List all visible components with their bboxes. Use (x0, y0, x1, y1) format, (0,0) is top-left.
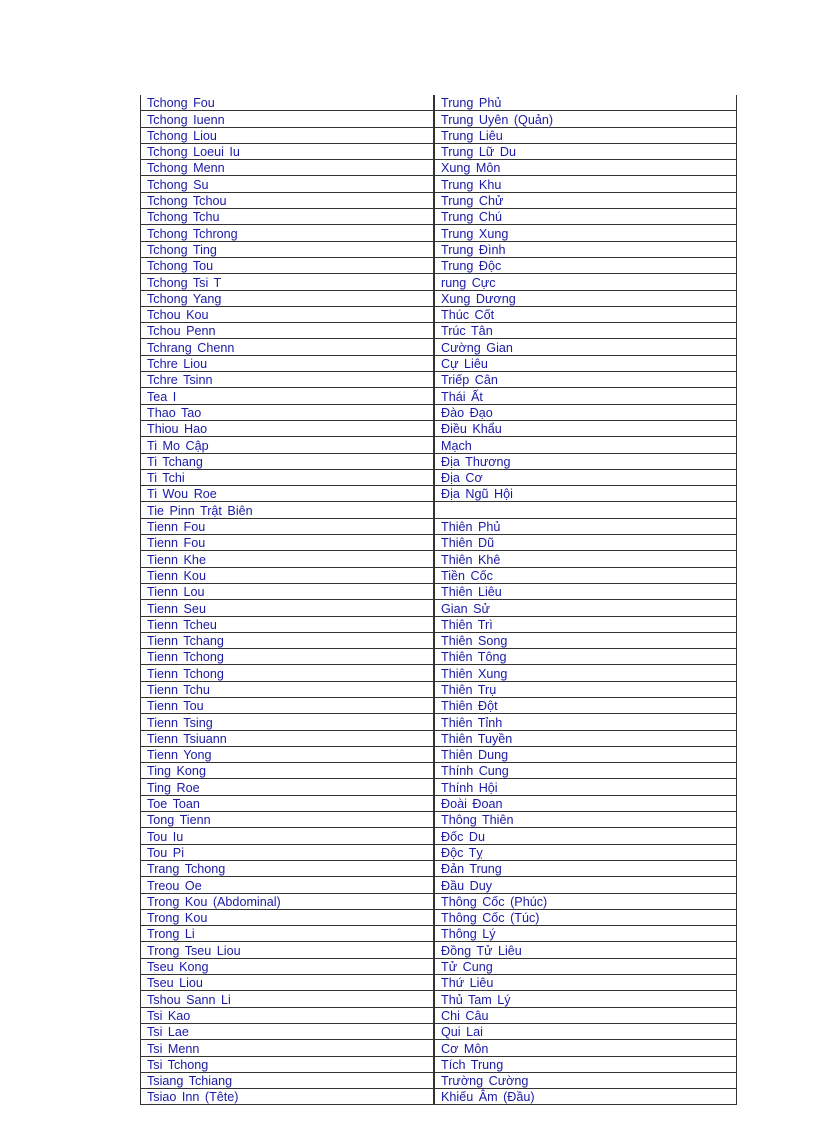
table-row (141, 453, 737, 469)
table-row (141, 257, 737, 273)
french-name-cell: Tienn Tsing (141, 714, 435, 730)
french-name-cell: Tchong Loeui Iu (141, 143, 435, 159)
french-name-cell: Tchong Menn (141, 160, 435, 176)
vietnamese-name-cell: Khiếu Âm (Đầu) (434, 1089, 737, 1105)
french-name-cell: Tienn Lou (141, 583, 435, 599)
table-row (141, 958, 737, 974)
table-row (141, 339, 737, 355)
vietnamese-name-cell: Địa Cơ (434, 469, 737, 485)
vietnamese-name-cell: Đản Trung (434, 860, 737, 876)
vietnamese-name-cell: Cự Liêu (434, 355, 737, 371)
french-name-cell: Tsi Lae (141, 1023, 435, 1039)
vietnamese-name-cell: Trung Độc (434, 257, 737, 273)
vietnamese-name-cell: Thông Cốc (Túc) (434, 909, 737, 925)
french-name-cell: Tchong Tchu (141, 209, 435, 225)
table-row (141, 111, 737, 127)
table-row (141, 372, 737, 388)
french-name-cell: Tchong Liou (141, 127, 435, 143)
vietnamese-name-cell: Gian Sử (434, 600, 737, 616)
table-row (141, 502, 737, 518)
french-name-cell: Thiou Hao (141, 420, 435, 436)
french-name-cell: Tsi Tchong (141, 1056, 435, 1072)
table-row (141, 812, 737, 828)
table-body (141, 95, 737, 1105)
vietnamese-name-cell: rung Cực (434, 274, 737, 290)
french-name-cell: Tou Pi (141, 844, 435, 860)
vietnamese-name-cell: Xung Môn (434, 160, 737, 176)
vietnamese-name-cell: Trung Phủ (434, 95, 737, 111)
table-row (141, 388, 737, 404)
vietnamese-name-cell: Đoài Đoan (434, 795, 737, 811)
vietnamese-name-cell: Trung Lữ Du (434, 143, 737, 159)
table-row (141, 926, 737, 942)
french-name-cell: Ting Roe (141, 779, 435, 795)
vietnamese-name-cell: Đào Đạo (434, 404, 737, 420)
french-name-cell: Trong Li (141, 926, 435, 942)
vietnamese-name-cell: Triếp Cân (434, 372, 737, 388)
table-row (141, 730, 737, 746)
table-row (141, 860, 737, 876)
french-name-cell: Tienn Tou (141, 697, 435, 713)
table-row (141, 486, 737, 502)
vietnamese-name-cell: Qui Lai (434, 1023, 737, 1039)
table-row (141, 127, 737, 143)
vietnamese-name-cell: Trung Khu (434, 176, 737, 192)
french-name-cell: Tchong Tsi T (141, 274, 435, 290)
vietnamese-name-cell: Thính Cung (434, 763, 737, 779)
table-row (141, 616, 737, 632)
vietnamese-name-cell: Trung Uyên (Quản) (434, 111, 737, 127)
table-row (141, 160, 737, 176)
table-row (141, 665, 737, 681)
table-row (141, 583, 737, 599)
table-row (141, 306, 737, 322)
french-name-cell: Tchrang Chenn (141, 339, 435, 355)
vietnamese-name-cell: Trung Đình (434, 241, 737, 257)
vietnamese-name-cell: Thái Ất (434, 388, 737, 404)
french-name-cell: Tienn Khe (141, 551, 435, 567)
table-row (141, 420, 737, 436)
table-row (141, 763, 737, 779)
table-row (141, 355, 737, 371)
french-name-cell: Treou Oe (141, 877, 435, 893)
vietnamese-name-cell: Thiên Tông (434, 649, 737, 665)
french-name-cell: Tienn Tsiuann (141, 730, 435, 746)
french-name-cell: Tchong Fou (141, 95, 435, 111)
french-name-cell: Tienn Tchu (141, 681, 435, 697)
french-name-cell: Tsi Menn (141, 1040, 435, 1056)
vietnamese-name-cell: Thiên Khê (434, 551, 737, 567)
vietnamese-name-cell: Thông Lý (434, 926, 737, 942)
french-name-cell: Tchre Tsinn (141, 372, 435, 388)
french-name-cell: Tou Iu (141, 828, 435, 844)
vietnamese-name-cell: Đồng Tử Liêu (434, 942, 737, 958)
french-name-cell: Tseu Kong (141, 958, 435, 974)
table-row (141, 828, 737, 844)
french-name-cell: Tienn Tchang (141, 632, 435, 648)
table-row (141, 323, 737, 339)
french-name-cell: Tea I (141, 388, 435, 404)
acupoint-name-table (140, 95, 737, 1105)
table-row (141, 225, 737, 241)
french-name-cell: Trang Tchong (141, 860, 435, 876)
vietnamese-name-cell: Xung Dương (434, 290, 737, 306)
french-name-cell: Tienn Tcheu (141, 616, 435, 632)
french-name-cell: Trong Kou (141, 909, 435, 925)
vietnamese-name-cell: Thiên Dũ (434, 535, 737, 551)
table-row (141, 795, 737, 811)
table-row (141, 209, 737, 225)
french-name-cell: Tsi Kao (141, 1007, 435, 1023)
vietnamese-name-cell: Địa Thương (434, 453, 737, 469)
table-row (141, 535, 737, 551)
french-name-cell: Tienn Fou (141, 518, 435, 534)
french-name-cell: Ti Mo Cập (141, 437, 435, 453)
vietnamese-name-cell: Trung Liêu (434, 127, 737, 143)
vietnamese-name-cell: Đầu Duy (434, 877, 737, 893)
french-name-cell: Tchre Liou (141, 355, 435, 371)
vietnamese-name-cell: Trúc Tân (434, 323, 737, 339)
french-name-cell: Tchou Kou (141, 306, 435, 322)
vietnamese-name-cell: Thiên Song (434, 632, 737, 648)
vietnamese-name-cell: Trung Chử (434, 192, 737, 208)
table-row (141, 176, 737, 192)
french-name-cell: Tchong Tou (141, 257, 435, 273)
table-row (141, 437, 737, 453)
french-name-cell: Tie Pinn Trật Biên (141, 502, 435, 518)
french-name-cell: Tienn Seu (141, 600, 435, 616)
french-name-cell: Tseu Liou (141, 975, 435, 991)
vietnamese-name-cell: Trung Chú (434, 209, 737, 225)
french-name-cell: Thao Tao (141, 404, 435, 420)
french-name-cell: Ti Tchang (141, 453, 435, 469)
table-row (141, 95, 737, 111)
vietnamese-name-cell: Thiên Tỉnh (434, 714, 737, 730)
french-name-cell: Tchong Su (141, 176, 435, 192)
vietnamese-name-cell: Thiên Đột (434, 697, 737, 713)
vietnamese-name-cell: Thông Thiên (434, 812, 737, 828)
french-name-cell: Ting Kong (141, 763, 435, 779)
table-row (141, 632, 737, 648)
vietnamese-name-cell: Thủ Tam Lý (434, 991, 737, 1007)
vietnamese-name-cell: Chi Câu (434, 1007, 737, 1023)
vietnamese-name-cell: Thiên Dung (434, 746, 737, 762)
table-row (141, 241, 737, 257)
table-row (141, 1023, 737, 1039)
vietnamese-name-cell: Thính Hội (434, 779, 737, 795)
vietnamese-name-cell: Tử Cung (434, 958, 737, 974)
table-row (141, 469, 737, 485)
table-row (141, 192, 737, 208)
french-name-cell: Tshou Sann Li (141, 991, 435, 1007)
vietnamese-name-cell: Thiên Phủ (434, 518, 737, 534)
vietnamese-name-cell: Tích Trung (434, 1056, 737, 1072)
french-name-cell: Tienn Tchong (141, 649, 435, 665)
table-row (141, 893, 737, 909)
french-name-cell: Tchong Ting (141, 241, 435, 257)
table-row (141, 991, 737, 1007)
french-name-cell: Tchong Tchrong (141, 225, 435, 241)
table-row (141, 1007, 737, 1023)
table-row (141, 1072, 737, 1088)
french-name-cell: Tchong Iuenn (141, 111, 435, 127)
table-row (141, 600, 737, 616)
french-name-cell: Tsiao Inn (Tête) (141, 1089, 435, 1105)
table-row (141, 681, 737, 697)
french-name-cell: Trong Tseu Liou (141, 942, 435, 958)
french-name-cell: Tsiang Tchiang (141, 1072, 435, 1088)
table-row (141, 909, 737, 925)
vietnamese-name-cell: Trung Xung (434, 225, 737, 241)
vietnamese-name-cell: Tiền Cốc (434, 567, 737, 583)
french-name-cell: Tienn Tchong (141, 665, 435, 681)
table-row (141, 844, 737, 860)
table-row (141, 1056, 737, 1072)
vietnamese-name-cell: Thiên Xung (434, 665, 737, 681)
french-name-cell: Tienn Kou (141, 567, 435, 583)
table-row (141, 746, 737, 762)
table-row (141, 649, 737, 665)
vietnamese-name-cell (434, 502, 737, 518)
french-name-cell: Tchong Yang (141, 290, 435, 306)
table-row (141, 975, 737, 991)
table-row (141, 1040, 737, 1056)
table-row (141, 290, 737, 306)
vietnamese-name-cell: Thứ Liêu (434, 975, 737, 991)
french-name-cell: Tchong Tchou (141, 192, 435, 208)
table-row (141, 551, 737, 567)
vietnamese-name-cell: Thiên Liêu (434, 583, 737, 599)
table-row (141, 714, 737, 730)
table-row (141, 404, 737, 420)
vietnamese-name-cell: Thúc Cốt (434, 306, 737, 322)
table-row (141, 779, 737, 795)
table-row (141, 274, 737, 290)
table-row (141, 877, 737, 893)
table-row (141, 697, 737, 713)
vietnamese-name-cell: Độc Tỵ (434, 844, 737, 860)
french-name-cell: Trong Kou (Abdominal) (141, 893, 435, 909)
vietnamese-name-cell: Trường Cường (434, 1072, 737, 1088)
table-row (141, 1089, 737, 1105)
vietnamese-name-cell: Thiên Trụ (434, 681, 737, 697)
vietnamese-name-cell: Cường Gian (434, 339, 737, 355)
table-row (141, 143, 737, 159)
table-row (141, 567, 737, 583)
table-row (141, 518, 737, 534)
vietnamese-name-cell: Cơ Môn (434, 1040, 737, 1056)
french-name-cell: Ti Wou Roe (141, 486, 435, 502)
french-name-cell: Tong Tienn (141, 812, 435, 828)
french-name-cell: Tchou Penn (141, 323, 435, 339)
french-name-cell: Toe Toan (141, 795, 435, 811)
vietnamese-name-cell: Điều Khẩu (434, 420, 737, 436)
vietnamese-name-cell: Đốc Du (434, 828, 737, 844)
table-row (141, 942, 737, 958)
vietnamese-name-cell: Thiên Tuyền (434, 730, 737, 746)
vietnamese-name-cell: Thông Cốc (Phúc) (434, 893, 737, 909)
vietnamese-name-cell: Địa Ngũ Hội (434, 486, 737, 502)
vietnamese-name-cell: Mạch (434, 437, 737, 453)
french-name-cell: Ti Tchi (141, 469, 435, 485)
vietnamese-name-cell: Thiên Trì (434, 616, 737, 632)
french-name-cell: Tienn Yong (141, 746, 435, 762)
french-name-cell: Tienn Fou (141, 535, 435, 551)
